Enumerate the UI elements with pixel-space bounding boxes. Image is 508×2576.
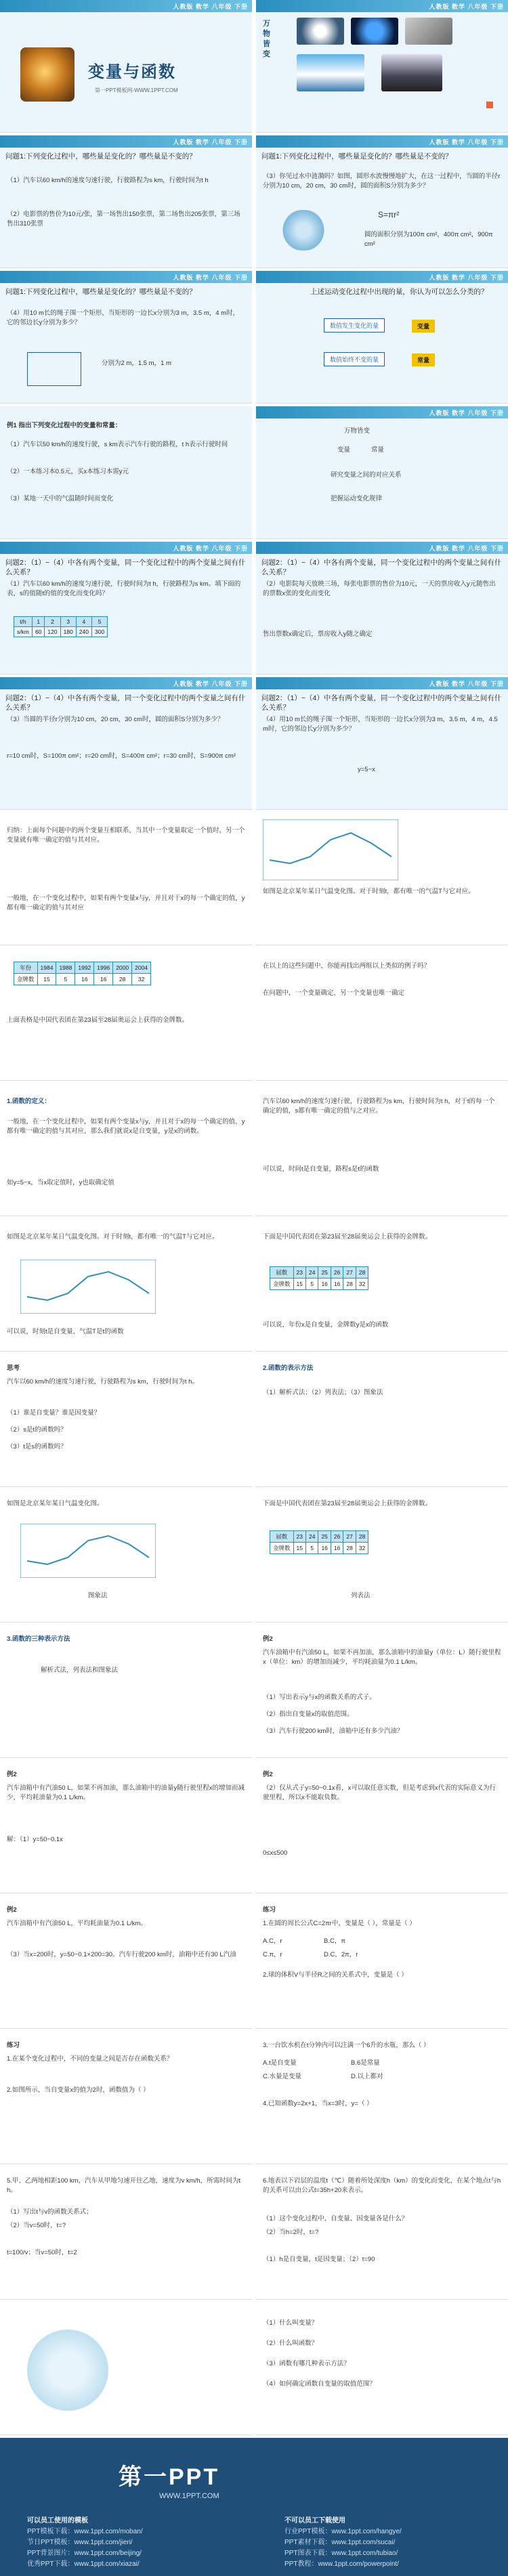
flow-node-1: 万物皆变 — [344, 427, 371, 435]
footer-col-1 — [27, 2516, 143, 2570]
flow-node-3: 常量 — [371, 446, 385, 454]
def-ex2-answer: 可以说，时刻t是自变量，气温T是t的函数 — [7, 1328, 124, 1335]
slide-definition[interactable] — [0, 1083, 252, 1216]
ex2-item-1: 1.在某个变化过程中，不同的变量之间是否存在函数关系？ — [7, 2055, 173, 2063]
formula: S=πr² — [378, 210, 400, 219]
temperature-chart-2 — [20, 1260, 156, 1314]
table-cell: 年份 — [14, 962, 38, 974]
slide-classify[interactable] — [256, 271, 508, 404]
slide-graph-method[interactable] — [0, 1490, 252, 1623]
example-title: 例1 指出下列变化过程中的变量和常量： — [7, 422, 122, 429]
review-item-1: （1）什么叫变量？ — [263, 2319, 318, 2327]
slide-exercise-3[interactable] — [256, 2032, 508, 2164]
ex1-item-1: 1.在圆的周长公式C=2πr中，变量是（ ），常量是（ ） — [263, 1920, 416, 1927]
table-cell: 届数 — [270, 1531, 294, 1543]
car-image — [381, 54, 442, 91]
chart-frame — [263, 819, 398, 880]
table-cell: 23 — [293, 1531, 305, 1543]
ex3-item-2: 4.已知函数y=2x+1，当x=3时，y=（ ） — [263, 2100, 373, 2107]
table-cell: 24 — [305, 1267, 318, 1279]
def-ex2-text: 如图是北京某年某日气温变化图。对于时刻t，都有唯一的气温T与它对应。 — [7, 1233, 219, 1241]
think-text: 汽车以60 km/h的速度匀速行驶，行驶路程为s km，行驶时间为t h。 — [7, 1378, 198, 1386]
row-12 — [0, 1490, 508, 1625]
top-bar — [0, 677, 252, 689]
ex4-answer: t=100/v；当v=50时，t=2 — [7, 2249, 77, 2256]
item-4: （4）用10 m长的绳子围一个矩形，当矩形的一边长x分别为3 m，3.5 m，4 m时，它的邻边长y分别为多少？ — [7, 309, 240, 326]
slide-def-example-3[interactable] — [256, 1219, 508, 1352]
table-cell: 24 — [305, 1531, 318, 1543]
table-cell: 届数 — [270, 1267, 294, 1279]
slide-example-2-sol1[interactable] — [0, 1761, 252, 1893]
slide-exercise-2[interactable] — [0, 2032, 252, 2164]
brand-label: 人教版 数学 八年级 下册 — [429, 681, 504, 687]
table-row — [270, 1531, 368, 1543]
row-9 — [0, 1083, 508, 1219]
sol1-answer: 解：（1）y=50−0.1x — [7, 1836, 63, 1843]
def-ex3-answer: 可以说，年份x是自变量，金牌数y是x的函数 — [263, 1321, 389, 1329]
answer: 售出票数x确定后，票房收入y随之确定 — [263, 630, 373, 638]
question-text: 问题2：（1）~（4）中各有两个变量，同一个变化过程中的两个变量之间有什么关系？ — [5, 694, 246, 712]
earth-image — [351, 18, 398, 45]
table-cell: 15 — [293, 1543, 305, 1554]
footer-url[interactable]: WWW.1PPT.COM — [159, 2492, 219, 2500]
brand-label: 人教版 数学 八年级 下册 — [429, 274, 504, 281]
ex1-opt-a[interactable]: A.C，r — [263, 1937, 282, 1945]
slide-problem-2b[interactable] — [256, 542, 508, 674]
table-cell: t/h — [14, 617, 33, 627]
table-cell: 300 — [91, 627, 107, 637]
think-item-1: （1）谁是自变量？谁是因变量？ — [7, 1409, 101, 1417]
item-3: （3）当圆的半径r分别为10 cm，20 cm，30 cm时，圆的面积S分别为多少？ — [7, 716, 224, 723]
table-cell: 4 — [76, 617, 91, 627]
chart-frame — [20, 1524, 156, 1578]
row-11 — [0, 1354, 508, 1490]
ex1-opt-b[interactable]: B.C，π — [324, 1937, 345, 1945]
table-cell: 5 — [56, 974, 75, 985]
constant-box: 数值始终不变的量 — [324, 352, 385, 366]
table-cell: 5 — [305, 1279, 318, 1290]
medal-table-2 — [270, 1266, 368, 1290]
row-7 — [0, 813, 508, 948]
footer-logo: 第一PPT — [119, 2464, 220, 2490]
table-row — [270, 1543, 368, 1554]
medal-table — [14, 962, 151, 985]
table-cell: 120 — [45, 627, 60, 637]
row-6 — [0, 677, 508, 813]
answer: r=10 cm时，S=100π cm²；r=20 cm时，S=400π cm²；r=30 cm时，S=900π cm² — [7, 752, 236, 760]
top-bar — [0, 271, 252, 283]
table-cell: 1992 — [75, 962, 94, 974]
brand-label: 人教版 数学 八年级 下册 — [429, 410, 504, 416]
conclusion-note: 一般地，在一个变化过程中，如果有两个变量x与y，并且对于x的每一个确定的值，y都有唯一确定的值与其对应 — [7, 895, 245, 911]
footer-banner — [0, 2438, 508, 2576]
brand-label: 人教版 数学 八年级 下册 — [429, 3, 504, 10]
ex4-item-2: （1）写出t与v的函数关系式； — [7, 2208, 93, 2216]
slide-conclusion[interactable] — [0, 813, 252, 945]
row-10 — [0, 1219, 508, 1354]
top-bar — [256, 406, 508, 418]
brand-label: 人教版 数学 八年级 下册 — [429, 139, 504, 146]
footer-col-1-title: 可以员工使用的模板 — [27, 2517, 88, 2525]
think-title: 思考 — [7, 1365, 20, 1372]
question-text: 问题2：（1）~（4）中各有两个变量，同一个变化过程中的两个变量之间有什么关系？ — [261, 694, 502, 712]
ex3-opt-b[interactable]: B.6是常量 — [351, 2059, 380, 2067]
table-cell: 32 — [356, 1543, 368, 1554]
top-bar — [0, 0, 252, 12]
table-cell: 25 — [318, 1267, 331, 1279]
ex1-title: 练习 — [263, 1906, 276, 1914]
footer-link[interactable]: 行业PPT模板：www.1ppt.com/hangye/ — [284, 2528, 402, 2535]
item-1: （1）汽车以60 km/h的速度匀速行驶，行驶路程为s km，行驶时间为t h — [7, 177, 209, 184]
rep-text: （1）解析式法；（2）列表法；（3）图象法 — [263, 1389, 383, 1396]
slide-example-2[interactable] — [256, 1625, 508, 1758]
table-cell: s/km — [14, 627, 33, 637]
ex3-opt-a[interactable]: A.t是自变量 — [263, 2059, 297, 2067]
sol1-title: 例2 — [7, 1771, 17, 1778]
row-1 — [0, 0, 508, 135]
decor-square — [486, 102, 493, 108]
slide-examples-more[interactable] — [256, 948, 508, 1081]
table-cell: 28 — [113, 974, 132, 985]
intro-slide[interactable] — [256, 0, 508, 133]
top-bar — [256, 677, 508, 689]
table-cell: 1 — [32, 617, 44, 627]
brand-label: 人教版 数学 八年级 下册 — [173, 545, 248, 552]
question-text: 问题1:下列变化过程中，哪些量是变化的？哪些量是不变的？ — [5, 288, 196, 296]
mountain-image — [297, 54, 364, 91]
title-slide[interactable] — [0, 0, 252, 133]
three-methods-title: 3.函数的三种表示方法 — [7, 1635, 70, 1643]
example2-text: 汽车油箱中有汽油50 L，如果不再加油，那么油箱中的油量y（单位：L）随行驶里程x（单位：km）的增加而减少，平均耗油量为0.1 L/km。 — [263, 1649, 501, 1666]
page-subtitle: 第一PPT模板网-WWW.1PPT.COM — [95, 87, 178, 93]
footer-link[interactable]: PPT教程：www.1ppt.com/powerpoint/ — [284, 2560, 399, 2568]
top-bar — [256, 135, 508, 148]
table-cell: 1984 — [37, 962, 56, 974]
table-cell: 32 — [356, 1279, 368, 1290]
slide-def-example-2[interactable] — [0, 1219, 252, 1352]
slide-three-methods[interactable] — [0, 1625, 252, 1758]
sol3-title: 例2 — [7, 1906, 17, 1914]
footer-col-2 — [284, 2516, 402, 2570]
changing-box: 数值发生变化的量 — [324, 318, 385, 332]
question-text: 问题2：（1）~（4）中各有两个变量，同一个变化过程中的两个变量之间有什么关系？ — [261, 559, 502, 576]
top-bar — [0, 542, 252, 554]
ex-item-3: （3）某地一天中的气温随时间而变化 — [7, 495, 114, 502]
temperature-chart — [263, 819, 398, 880]
brand-label: 人教版 数学 八年级 下册 — [173, 3, 248, 10]
temperature-text: 如图是北京某年某日气温变化图。对于时刻t，都有唯一的气温T与它对应。 — [263, 888, 475, 895]
think-item-2: （2）s是t的函数吗？ — [7, 1426, 67, 1434]
ex4-item-1: 5.甲、乙两地相距100 km，汽车从甲地匀速开往乙地，速度为v km/h，所需时间为t h。 — [7, 2177, 241, 2194]
table-row — [270, 1279, 368, 1290]
example2-item-3: （3）汽车行驶200 km时，油箱中还有多少汽油？ — [263, 1727, 404, 1735]
ex-item-2: （2）一本练习本0.5元，买x本练习本需y元 — [7, 468, 129, 475]
table-cell: 2 — [45, 617, 60, 627]
slide-example-2-sol3[interactable] — [0, 1896, 252, 2029]
table-cell: 28 — [343, 1279, 356, 1290]
table-cell: 28 — [356, 1267, 368, 1279]
row-17 — [0, 2167, 508, 2302]
sol3-text: 汽车油箱中有汽油50 L，平均耗油量为0.1 L/km。 — [7, 1920, 147, 1927]
ex5-item-2: （1）这个变化过程中，自变量、因变量各是什么？ — [263, 2215, 408, 2223]
sol2-title: 例2 — [263, 1771, 273, 1778]
def-ex-answer: 可以说，时间t是自变量，路程s是t的函数 — [263, 1165, 379, 1173]
examples-answer: 在问题中，一个变量确定，另一个变量也唯一确定 — [263, 989, 405, 997]
decor-circle — [27, 2330, 108, 2411]
table-cell: 5 — [305, 1543, 318, 1554]
top-bar — [256, 271, 508, 283]
table-cell: 2000 — [113, 962, 132, 974]
item-4: （4）用10 m长的绳子围一个矩形，当矩形的一边长x分别为3 m，3.5 m，4 m，4.5 m时，它的邻边长y分别为多少？ — [263, 716, 498, 733]
question-text: 问题1:下列变化过程中，哪些量是变化的？哪些量是不变的？ — [261, 152, 452, 160]
brand-label: 人教版 数学 八年级 下册 — [173, 681, 248, 687]
slide-problem-2c[interactable] — [0, 677, 252, 810]
answer: 圆的面积分别为100π cm²，400π cm²，900π cm² — [364, 231, 493, 248]
table-cell: 32 — [132, 974, 151, 985]
item-2: （2）电影票的售价为10元/张，第一场售出150张票，第二场售出205张票，第三场售出310张票 — [7, 211, 240, 228]
table-cell: 180 — [60, 627, 76, 637]
slide-temperature[interactable] — [256, 813, 508, 945]
table-cell: 金牌数 — [270, 1543, 294, 1554]
slide-summary-flow[interactable] — [256, 406, 508, 539]
storm-image — [405, 18, 452, 45]
table-row — [14, 974, 151, 985]
ripple-image — [276, 210, 331, 251]
table-cell: 240 — [76, 627, 91, 637]
sol3-answer: （3）当x=200时，y=50−0.1×200=30。汽车行驶200 km时，油箱中还有30 L汽油 — [7, 1951, 236, 1958]
conclusion-text: 归纳：上面每个问题中的两个变量互相联系，当其中一个变量取定一个值时，另一个变量就有唯一确定的值与其对应。 — [7, 827, 245, 844]
review-item-3: （3）函数有哪几种表示方法？ — [263, 2360, 350, 2367]
flow-node-4: 研究变量之间的对应关系 — [331, 471, 402, 479]
three-methods-answer: 解析式法，列表法和图象法 — [41, 1667, 119, 1674]
example2-item-1: （1）写出表示y与x的函数关系的式子。 — [263, 1694, 376, 1701]
sol2-answer: 0≤x≤500 — [263, 1849, 288, 1857]
lightbulb-image — [20, 47, 75, 102]
row-5 — [0, 542, 508, 677]
slide-representations[interactable] — [256, 1354, 508, 1487]
item-1: （1）汽车以60 km/h的速度匀速行驶，行驶时间为t h，行驶路程为s km。填下面的表，s的值随t的值的变化而变化吗？ — [7, 580, 241, 597]
footer-link[interactable]: PPT模板下载：www.1ppt.com/moban/ — [27, 2528, 143, 2535]
table-method-answer: 列表法 — [351, 1592, 371, 1600]
table-cell: 26 — [331, 1531, 343, 1543]
table-cell: 28 — [343, 1543, 356, 1554]
table-cell: 16 — [318, 1279, 331, 1290]
slide-problem-1b[interactable] — [256, 135, 508, 268]
think-item-3: （3）t是s的函数吗？ — [7, 1443, 67, 1451]
row-16 — [0, 2032, 508, 2167]
row-3 — [0, 271, 508, 406]
slide-def-example-1[interactable] — [256, 1083, 508, 1216]
intro-heading: 万物皆变 — [263, 20, 270, 58]
slide-medals[interactable] — [0, 948, 252, 1081]
slide-example-1[interactable] — [0, 406, 252, 539]
sol2-text: （2）仅从式子y=50−0.1x看，x可以取任意实数，但是考虑到x代表的实际意义为行驶里程，所以x不能取负数。 — [263, 1784, 496, 1801]
ex3-item-1: 3.一台饮水机在t分钟内可以注满一个6升的水瓶，那么（ ） — [263, 2042, 430, 2049]
row-18 — [0, 2302, 508, 2438]
footer-link[interactable]: 优秀PPT下载：www.1ppt.com/xiazai/ — [27, 2560, 140, 2568]
question-text: 问题2：（1）~（4）中各有两个变量，同一个变化过程中的两个变量之间有什么关系？ — [5, 559, 246, 576]
footer-link[interactable]: PPT素材下载：www.1ppt.com/sucai/ — [284, 2539, 396, 2546]
table-cell: 25 — [318, 1531, 331, 1543]
temperature-chart-3 — [20, 1524, 156, 1578]
ex1-opt-d[interactable]: D.C，2π，r — [324, 1951, 358, 1958]
rectangle-diagram — [27, 352, 81, 386]
table-cell: 26 — [331, 1267, 343, 1279]
row-8 — [0, 948, 508, 1083]
table-cell: 15 — [293, 1279, 305, 1290]
table-cell: 16 — [331, 1543, 343, 1554]
ex2-title: 练习 — [7, 2042, 20, 2049]
ex-item-1: （1）汽车以50 km/h的速度行驶，s km表示汽车行驶的路程，t h表示行驶时间 — [7, 441, 228, 448]
ex4-item-3: （2）当v=50时，t=? — [7, 2222, 66, 2229]
top-bar — [256, 0, 508, 12]
variable-label: 变量 — [412, 320, 435, 332]
review-item-4: （4）如何确定函数自变量的取值范围？ — [263, 2380, 376, 2388]
table-cell: 16 — [318, 1543, 331, 1554]
table-cell: 16 — [94, 974, 113, 985]
table-cell: 23 — [293, 1267, 305, 1279]
ex3-opt-c[interactable]: C.水量是变量 — [263, 2073, 302, 2080]
row-14 — [0, 1761, 508, 1896]
row-2 — [0, 135, 508, 271]
slide-problem-1a[interactable] — [0, 135, 252, 268]
medal-table-3 — [270, 1530, 368, 1554]
review-item-2: （2）什么叫函数？ — [263, 2340, 318, 2347]
def-ex3-text: 下面是中国代表团在第23届至28届奥运会上获得的金牌数。 — [263, 1233, 432, 1241]
medal-text: 上面表格是中国代表团在第23届至28届奥运会上获得的金牌数。 — [7, 1016, 189, 1024]
graph-answer: 图象法 — [88, 1592, 108, 1600]
table-cell: 16 — [75, 974, 94, 985]
ex1-item-2: 2.球的体积V与半径R之间的关系式中，变量是（ ） — [263, 1971, 408, 1979]
slide-review[interactable] — [256, 2302, 508, 2435]
row-15 — [0, 1896, 508, 2032]
rep-title: 2.函数的表示方法 — [263, 1365, 314, 1372]
slide-think[interactable] — [0, 1354, 252, 1487]
slide-review-blank[interactable] — [0, 2302, 252, 2435]
constant-label: 常量 — [412, 353, 435, 366]
flow-node-5: 把握运动变化规律 — [331, 495, 383, 502]
slide-exercise-4[interactable] — [0, 2167, 252, 2300]
table-cell: 27 — [343, 1267, 356, 1279]
top-bar — [256, 542, 508, 554]
table-cell: 28 — [356, 1531, 368, 1543]
definition-note: 如y=5−x，当x取定值时，y也取确定值 — [7, 1179, 114, 1186]
question-text: 上述运动变化过程中出现的量，你认为可以怎么分类的？ — [310, 288, 488, 296]
table-cell: 1988 — [56, 962, 75, 974]
table-row — [14, 627, 108, 637]
graph-text: 如图是北京某年某日气温变化图。 — [7, 1500, 104, 1507]
table-cell: 27 — [343, 1531, 356, 1543]
footer-col-2-title: 不可以员工下载使用 — [284, 2517, 345, 2525]
speed-table — [14, 616, 108, 637]
row-13 — [0, 1625, 508, 1761]
sol1-text: 汽车油箱中有汽油50 L，如果不再加油，那么油箱中的油量y随行驶里程x的增加而减少，平均耗油量为0.1 L/km。 — [7, 1784, 245, 1801]
slide-exercise-5[interactable] — [256, 2167, 508, 2300]
brand-label: 人教版 数学 八年级 下册 — [429, 545, 504, 552]
definition-text: 一般地，在一个变化过程中，如果有两个变量x与y，并且对于x的每一个确定的值，y都有唯一确定的值与其对应，那么我们就说x是自变量，y是x的函数。 — [7, 1118, 245, 1135]
footer-link[interactable]: PPT图表下载：www.1ppt.com/tubiao/ — [284, 2550, 398, 2557]
ex1-opt-c[interactable]: C.π，r — [263, 1951, 282, 1958]
ex5-answer: （1）h是自变量，t是因变量；（2）t=90 — [263, 2256, 375, 2263]
slide-problem-1c[interactable] — [0, 271, 252, 404]
table-cell: 金牌数 — [14, 974, 38, 985]
table-row — [14, 617, 108, 627]
example2-item-2: （2）指出自变量x的取值范围。 — [263, 1711, 354, 1718]
question-text: 问题1:下列变化过程中，哪些量是变化的？哪些量是不变的？ — [5, 152, 196, 160]
footer-link[interactable]: 节日PPT模板：www.1ppt.com/jieri/ — [27, 2539, 133, 2546]
table-cell: 2004 — [132, 962, 151, 974]
table-cell: 15 — [37, 974, 56, 985]
footer-link[interactable]: PPT背景图片：www.1ppt.com/beijing/ — [27, 2550, 142, 2557]
item-2: （2）电影院每天放映三场，每张电影票的售价为10元，一天的票房收入y元随售出的票数x张的变化而变化 — [263, 580, 496, 597]
table-cell: 1996 — [94, 962, 113, 974]
brand-label: 人教版 数学 八年级 下册 — [173, 274, 248, 281]
example2-title: 例2 — [263, 1635, 273, 1643]
slide-exercise-1[interactable] — [256, 1896, 508, 2029]
item-3: （3）你见过水中涟漪吗？如图，圆形水波慢慢地扩大，在这一过程中，当圆的半径r分别为10 cm，20 cm，30 cm时，圆的面积S分别为多少？ — [263, 173, 501, 190]
slide-table-method[interactable] — [256, 1490, 508, 1623]
slide-problem-2a[interactable] — [0, 542, 252, 674]
sun-image — [297, 18, 344, 45]
table-cell: 16 — [331, 1279, 343, 1290]
chart-frame — [20, 1260, 156, 1314]
table-cell: 5 — [91, 617, 107, 627]
table-row — [270, 1267, 368, 1279]
def-ex-text: 汽车以60 km/h的速度匀速行驶，行驶路程为s km，行驶时间为t h，对于t的每一个确定的值，s都有唯一确定的值与之对应。 — [263, 1098, 495, 1115]
top-bar — [0, 135, 252, 148]
slide-example-2-sol2[interactable] — [256, 1761, 508, 1893]
table-method-text: 下面是中国代表团在第23届至28届奥运会上获得的金牌数。 — [263, 1500, 432, 1507]
slide-problem-2d[interactable] — [256, 677, 508, 810]
brand-label: 人教版 数学 八年级 下册 — [173, 139, 248, 146]
answer: y=5−x — [358, 766, 375, 773]
ex5-item-3: （2）当h=2时，t=? — [263, 2229, 319, 2236]
table-cell: 60 — [32, 627, 44, 637]
ex2-item-2: 2.如图所示，当自变量x的值为2时，函数值为（ ） — [7, 2086, 150, 2094]
flow-node-2: 变量 — [337, 446, 351, 454]
table-cell: 3 — [60, 617, 76, 627]
ex3-opt-d[interactable]: D.以上都对 — [351, 2073, 383, 2080]
table-cell: 金牌数 — [270, 1279, 294, 1290]
answer: 分别为2 m，1.5 m，1 m — [102, 360, 171, 367]
row-4 — [0, 406, 508, 542]
examples-text: 在以上的这些问题中，你能再找出两组以上类似的例子吗？ — [263, 962, 431, 970]
page-title: 变量与函数 — [88, 63, 176, 81]
ex5-item-1: 6.地表以下岩层的温度t（℃）随着所处深度h（km）的变化而变化，在某个地点t与h的关系可以由公式t=35h+20来表示。 — [263, 2177, 501, 2194]
definition-title: 1.函数的定义： — [7, 1098, 51, 1105]
table-row — [14, 962, 151, 974]
